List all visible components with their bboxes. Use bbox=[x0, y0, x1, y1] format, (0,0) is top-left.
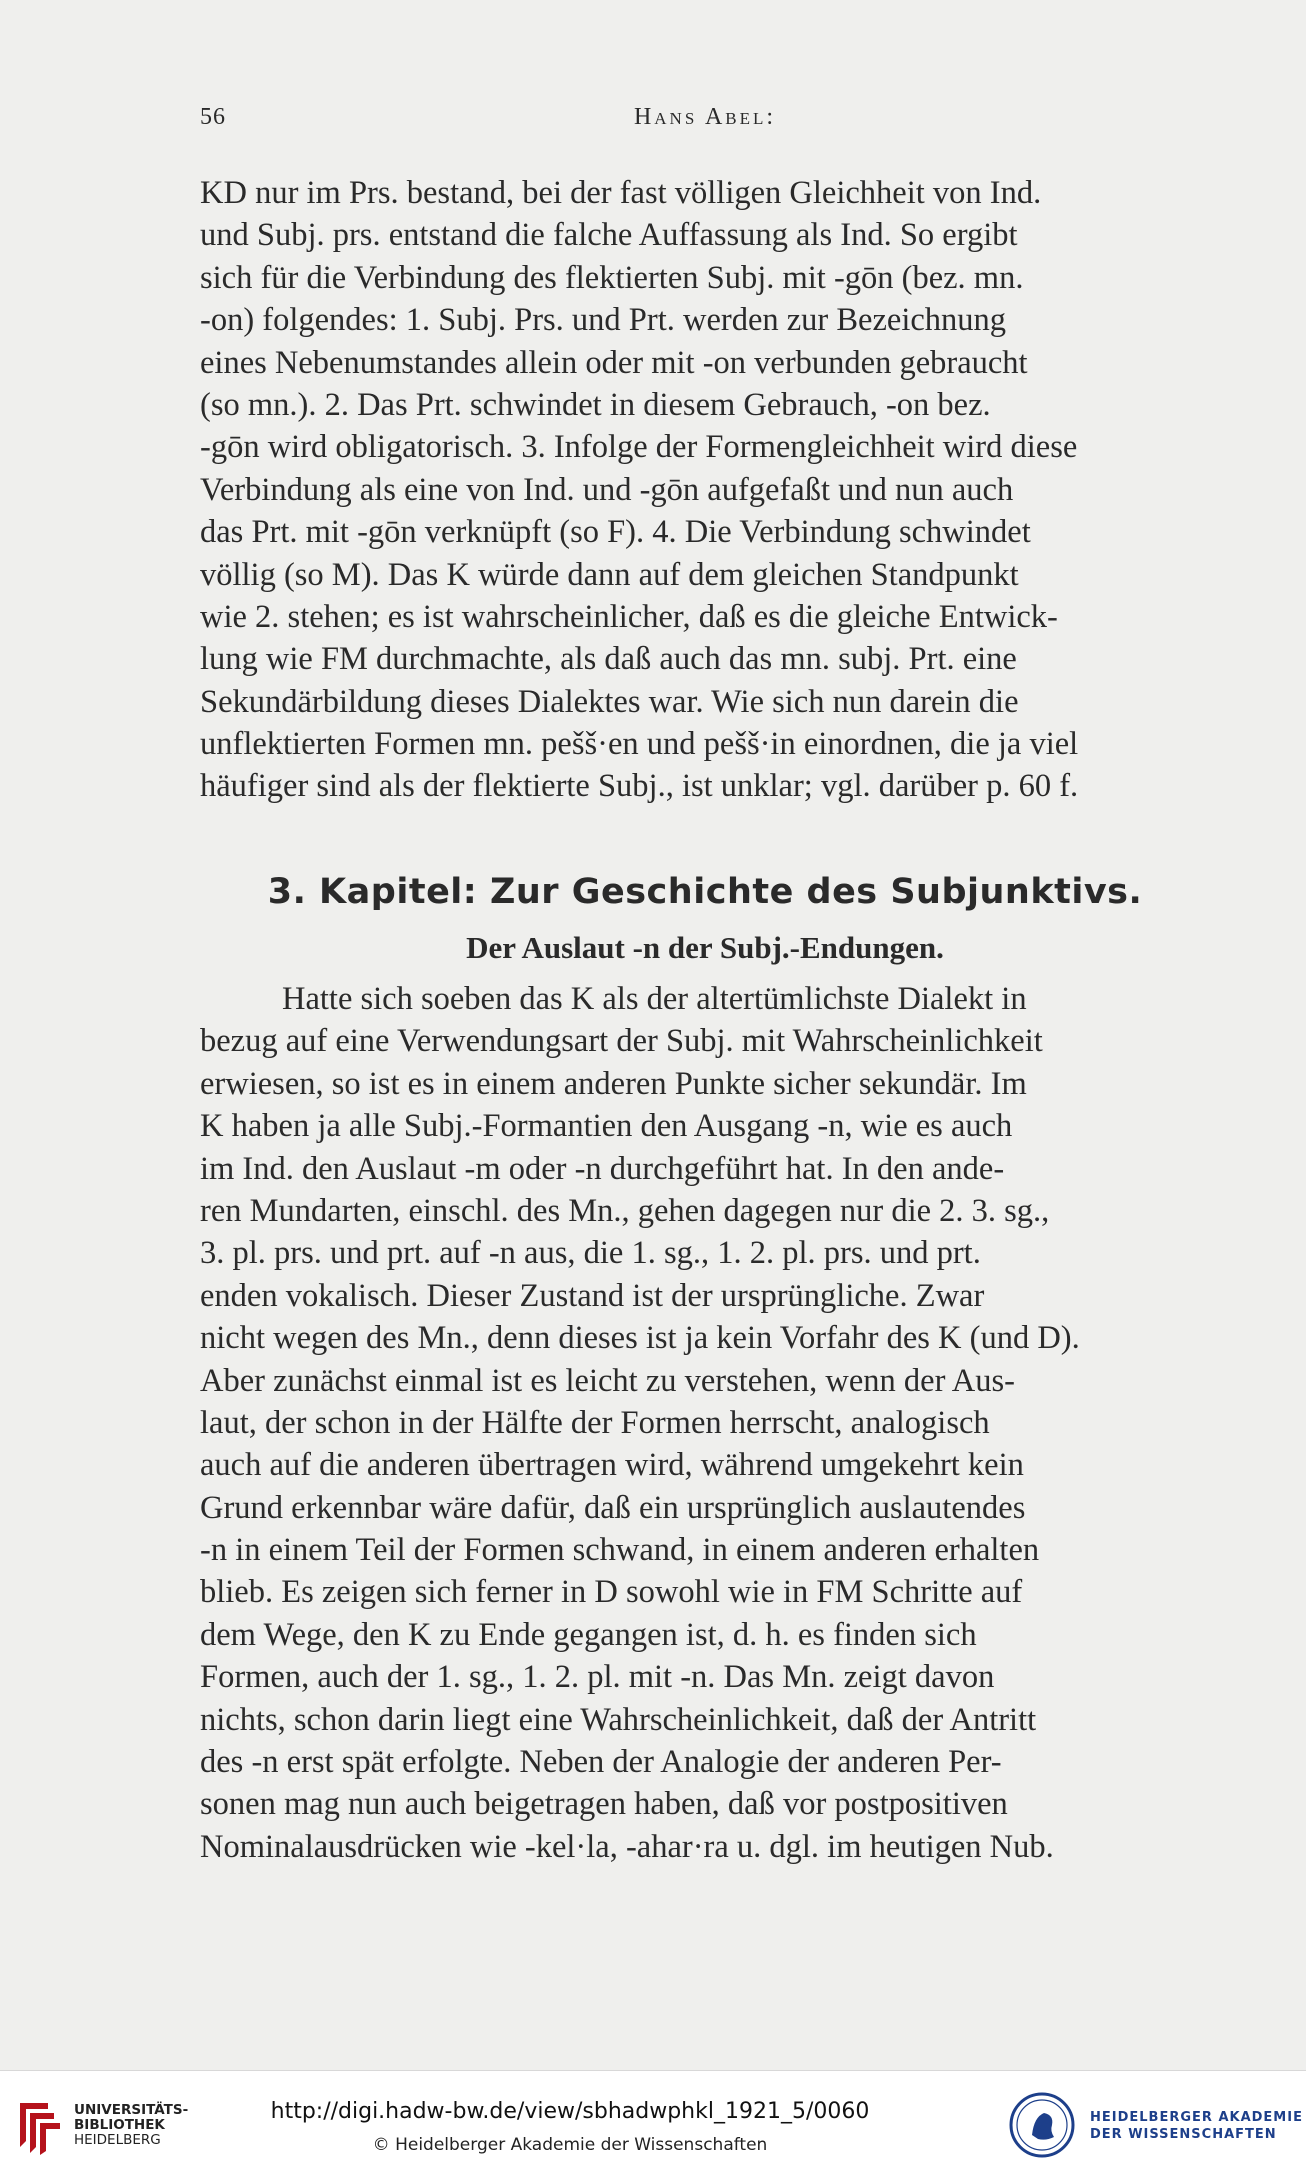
text-line bbox=[200, 511, 1210, 553]
text-line-content: eines Nebenumstandes allein oder mit -on verbunden gebraucht bbox=[200, 344, 1028, 381]
text-line bbox=[200, 1529, 1210, 1571]
text-line bbox=[200, 299, 1210, 341]
text-line-content: Hatte sich soeben das K als der altertümlichste Dialekt in bbox=[282, 981, 1027, 1017]
text-line bbox=[200, 1105, 1210, 1147]
running-head bbox=[200, 104, 1210, 144]
text-line bbox=[200, 1148, 1210, 1190]
text-line bbox=[200, 1699, 1210, 1741]
text-line-content: -n in einem Teil der Formen schwand, in einem anderen erhalten bbox=[200, 1532, 1040, 1569]
text-line-content: Formen, auch der 1. sg., 1. 2. pl. mit -n. Das Mn. zeigt davon bbox=[200, 1659, 995, 1696]
text-line-content: dem Wege, den K zu Ende gegangen ist, d. h. es finden sich bbox=[200, 1616, 977, 1653]
text-line-content: ren Mundarten, einschl. des Mn., gehen dagegen nur die 2. 3. sg., bbox=[200, 1192, 1050, 1229]
permalink-url[interactable]: http://digi.hadw-bw.de/view/sbhadwphkl_1921_5/0060 bbox=[270, 2099, 870, 2124]
text-line-content: häufiger sind als der flektierte Subj., ist unklar; vgl. darüber p. 60 f. bbox=[200, 768, 1079, 805]
section-title: Der Auslaut -n der Subj.-Endungen. bbox=[466, 930, 944, 965]
text-line bbox=[200, 1020, 1210, 1062]
text-line bbox=[200, 1232, 1210, 1274]
academy-name: HEIDELBERGER AKADEMIE DER WISSENSCHAFTEN bbox=[1090, 2110, 1303, 2142]
text-line bbox=[200, 1826, 1210, 1868]
text-line bbox=[200, 1317, 1210, 1359]
text-line bbox=[200, 1487, 1210, 1529]
text-line-content: lung wie FM durchmachte, als daß auch das mn. subj. Prt. eine bbox=[200, 641, 1017, 678]
text-line-content: Grund erkennbar wäre dafür, daß ein ursprünglich auslautendes bbox=[200, 1489, 1026, 1526]
text-line bbox=[200, 681, 1210, 723]
paragraph-1 bbox=[200, 172, 1210, 808]
text-line-content: enden vokalisch. Dieser Zustand ist der ursprüngliche. Zwar bbox=[200, 1277, 985, 1314]
text-line-content: das Prt. mit -gōn verknüpft (so F). 4. Die Verbindung schwindet bbox=[200, 514, 1031, 551]
text-line bbox=[200, 765, 1210, 807]
text-line-content: und Subj. prs. entstand die falche Auffassung als Ind. So ergibt bbox=[200, 217, 1018, 254]
text-line-content: blieb. Es zeigen sich ferner in D sowohl wie in FM Schritte auf bbox=[200, 1574, 1023, 1611]
text-line bbox=[200, 1402, 1210, 1444]
text-line bbox=[200, 257, 1210, 299]
paragraph-2 bbox=[200, 978, 1210, 1868]
text-line bbox=[200, 1614, 1210, 1656]
text-line-content: wie 2. stehen; es ist wahrscheinlicher, daß es die gleiche Entwick- bbox=[200, 598, 1058, 635]
text-line-content: Sekundärbildung dieses Dialektes war. Wie sich nun darein die bbox=[200, 683, 1019, 720]
academy-seal-icon bbox=[1008, 2091, 1076, 2159]
text-line bbox=[200, 554, 1210, 596]
text-line bbox=[200, 1063, 1210, 1105]
chapter-title: 3. Kapitel: Zur Geschichte des Subjunktivs. bbox=[267, 872, 1143, 912]
text-line bbox=[200, 723, 1210, 765]
text-line-content: laut, der schon in der Hälfte der Formen herrscht, analogisch bbox=[200, 1404, 990, 1441]
text-line bbox=[200, 384, 1210, 426]
text-line-content: bezug auf eine Verwendungsart der Subj. mit Wahrscheinlichkeit bbox=[200, 1023, 1043, 1060]
text-line-content: völlig (so M). Das K würde dann auf dem gleichen Standpunkt bbox=[200, 556, 1019, 593]
copyright-notice: © Heidelberger Akademie der Wissenschaften bbox=[372, 2135, 768, 2155]
text-line-content: nicht wegen des Mn., denn dieses ist ja kein Vorfahr des K (und D). bbox=[200, 1320, 1080, 1357]
text-line bbox=[200, 342, 1210, 384]
text-line-content: im Ind. den Auslaut -m oder -n durchgeführt hat. In den ande- bbox=[200, 1150, 1005, 1187]
text-line bbox=[200, 1783, 1210, 1825]
running-title: Hans Abel: bbox=[633, 104, 777, 130]
text-line-content: Nominalausdrücken wie -kel·la, -ahar·ra u. dgl. im heutigen Nub. bbox=[200, 1828, 1054, 1865]
text-line-content: -on) folgendes: 1. Subj. Prs. und Prt. werden zur Bezeichnung bbox=[200, 302, 1007, 339]
text-line-content: KD nur im Prs. bestand, bei der fast völligen Gleichheit von Ind. bbox=[200, 175, 1042, 211]
text-line bbox=[200, 1275, 1210, 1317]
text-line bbox=[200, 978, 1210, 1020]
text-line bbox=[200, 469, 1210, 511]
text-line-content: K haben ja alle Subj.-Formantien den Ausgang -n, wie es auch bbox=[200, 1108, 1013, 1145]
text-line bbox=[200, 214, 1210, 256]
university-library-logo-icon bbox=[14, 2095, 66, 2155]
page-number: 56 bbox=[200, 104, 226, 130]
text-line bbox=[200, 596, 1210, 638]
text-line bbox=[200, 426, 1210, 468]
text-line-content: 3. pl. prs. und prt. auf -n aus, die 1. sg., 1. 2. pl. prs. und prt. bbox=[200, 1235, 981, 1272]
text-line-content: Verbindung als eine von Ind. und -gōn aufgefaßt und nun auch bbox=[200, 471, 1014, 508]
text-line bbox=[200, 1571, 1210, 1613]
text-line bbox=[200, 1360, 1210, 1402]
text-line-content: erwiesen, so ist es in einem anderen Punkte sicher sekundär. Im bbox=[200, 1065, 1027, 1102]
text-line bbox=[200, 1741, 1210, 1783]
text-line-content: sich für die Verbindung des flektierten Subj. mit -gōn (bez. mn. bbox=[200, 259, 1024, 296]
text-line-content: (so mn.). 2. Das Prt. schwindet in diesem Gebrauch, -on bez. bbox=[200, 386, 991, 423]
text-line bbox=[200, 1444, 1210, 1486]
text-line-content: -gōn wird obligatorisch. 3. Infolge der Formengleichheit wird diese bbox=[200, 429, 1078, 466]
text-line bbox=[200, 638, 1210, 680]
text-line-content: sonen mag nun auch beigetragen haben, daß vor postpositiven bbox=[200, 1786, 1008, 1823]
library-name: UNIVERSITÄTS- BIBLIOTHEK HEIDELBERG bbox=[74, 2102, 189, 2148]
text-line-content: Aber zunächst einmal ist es leicht zu verstehen, wenn der Aus- bbox=[200, 1362, 1015, 1399]
text-line-content: auch auf die anderen übertragen wird, während umgekehrt kein bbox=[200, 1447, 1024, 1484]
text-line bbox=[200, 1656, 1210, 1698]
text-line bbox=[200, 172, 1210, 214]
text-line bbox=[200, 1190, 1210, 1232]
text-line-content: unflektierten Formen mn. pešš·en und pešš·in einordnen, die ja viel bbox=[200, 726, 1079, 763]
text-line-content: des -n erst spät erfolgte. Neben der Analogie der anderen Per- bbox=[200, 1744, 1002, 1781]
text-line-content: nichts, schon darin liegt eine Wahrscheinlichkeit, daß der Antritt bbox=[200, 1701, 1037, 1738]
footer-bar bbox=[0, 2070, 1306, 2170]
